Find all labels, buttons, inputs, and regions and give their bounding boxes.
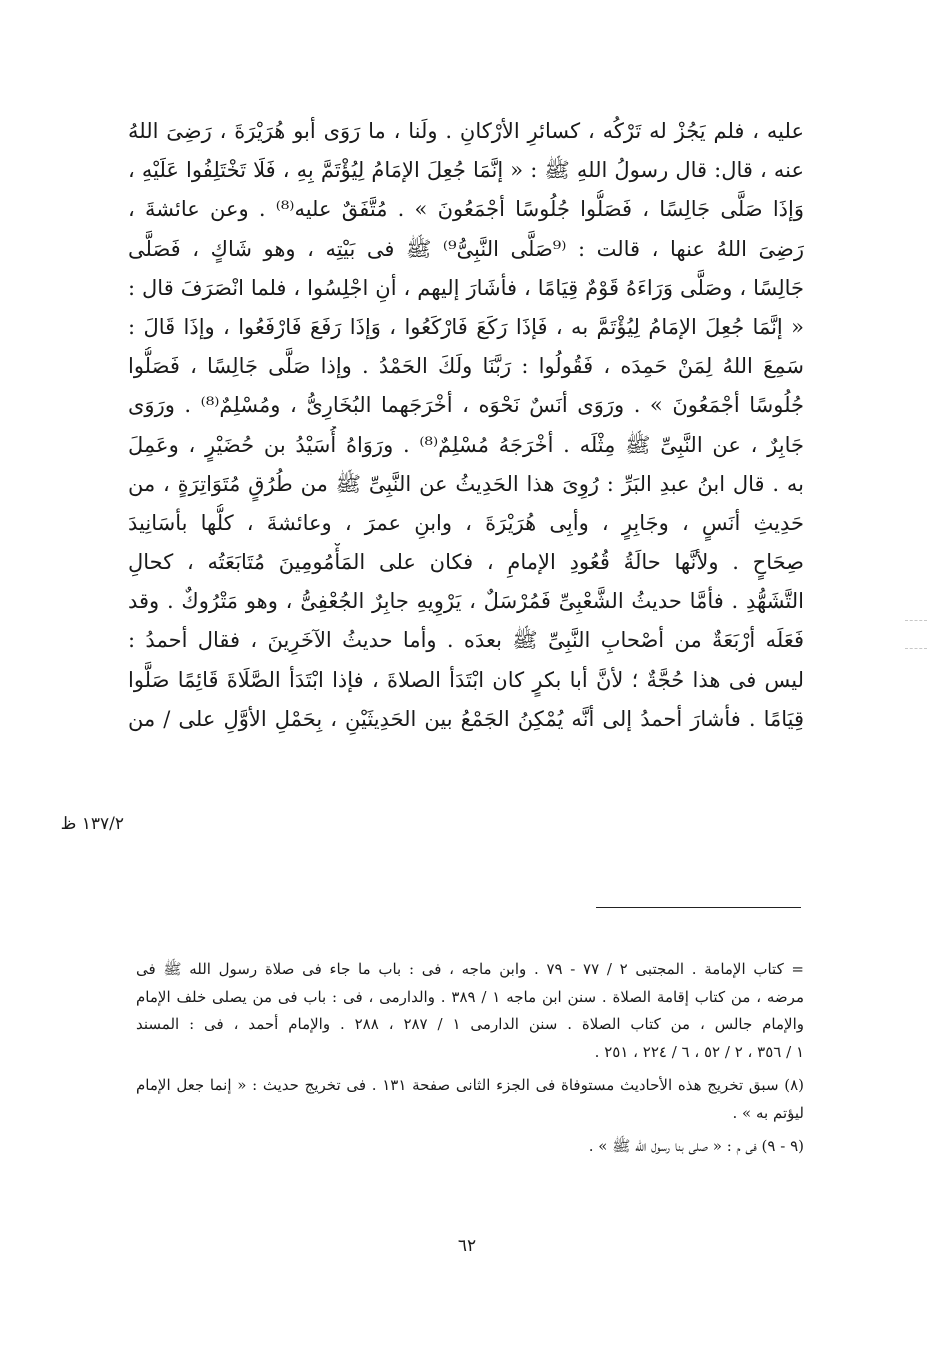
main-text-line: جَابِرٌ ، عن النَّبِىِّ ﷺ مِثْلَه . أخْرَجَهُ مُسْلِمٌ⁽⁸⁾ . ورَوَاهُ أُسَيْدُ بن حُضَيْرٍ ، وعَمِلَ [128,432,804,457]
scan-edge-mark [905,648,927,649]
main-text-line: عليه ، فلم يَجُزْ له تَرْكُه ، كسائرِ الأرْكانِ . ولَنا ، ما رَوَى أبو هُرَيْرَةَ ، رَضِىَ اللهُ [128,119,804,143]
footnote-line: = كتاب الإمامة . المجتبى ٢ / ٧٧ - ٧٩ . وابن ماجه ، فى : باب ما جاء فى صلاة رسول الله ﷺ فى [136,960,804,978]
main-text-line: « إنَّمَا جُعِلَ الإمَامُ لِيُؤْتَمَّ به ، فَإذَا رَكَعَ فَارْكَعُوا ، وَإذَا رَفَعَ فَارْفَعُوا ، وإذَا قَالَ : [128,314,804,339]
footnote-line: (٩ - ٩) فى م : « صلى بنا رسول الله ﷺ » . [588,1137,804,1155]
main-text-line: جُلُوسًا أجْمَعُونَ » . ورَوَى أنَسٌ نَحْوَه ، أخْرَجَهما البُخَارِىُّ ، ومُسْلِمٌ⁽⁸⁾ . ورَوَى [128,393,804,418]
main-text-line: قِيَامًا . فأشارَ أحمدُ إلى أنَّه يُمْكِنُ الجَمْعُ بين الحَدِيثَيْنِ ، بِحَمْلِ الأوَّلِ على / من [128,706,804,731]
main-text-line: به . قال ابنُ عبدِ البَرِّ : رُوِىَ هذا الحَدِيثُ عن النَّبِىِّ ﷺ من طُرُقٍ مُتَوَاتِرَةٍ ، من [128,471,804,496]
main-text-line: رَضِىَ اللهُ عنها ، قالت : ⁽⁹صَلَّى النَّبِىُّ⁹⁾ ﷺ فى بَيْتِه ، وهو شَاكٍ ، فَصَلَّى [128,236,804,261]
main-text-line: جَالِسًا ، وصَلَّى وَرَاءَهُ قَوْمٌ قِيَامًا ، فأشَارَ إليهم ، أنِ اجْلِسُوا ، فلما انْصَرَفَ قال : [128,275,804,300]
footnote-line: والإمام جالس ، من كتاب الصلاة . سنن الدارمى ١ / ٢٨٧ ، ٢٨٨ . والإمام أحمد ، فى : المسند [136,1015,804,1033]
footnotes-block [136,956,804,1167]
footnote-line: ١ / ٣٥٦ ، ٢ / ٥٢ ، ٦ / ٢٢٤ ، ٢٥١ . [594,1042,804,1061]
scan-edge-mark [905,620,927,621]
footnote-continuation [136,956,804,1066]
main-text-line: فَعَلَه أرْبَعَةٌ من أصْحابِ النَّبِىِّ ﷺ بعدَه . وأما حديثُ الآخَرِينَ ، فقال أحمدُ : [128,628,804,653]
main-text-line: التَّشَهُّدِ . فأمَّا حديثُ الشَّعْبِىِّ فَمُرْسَلٌ ، يَرْوِيهِ جابِرٌ الجُعْفِىُّ ، وهو مَتْرُوكٌ . وقد [128,589,804,614]
footnote-line: ليؤتم به » . [732,1103,804,1122]
main-text-block [128,112,804,739]
footnote-line: (٨) سبق تخريج هذه الأحاديث مستوفاة فى الجزء الثانى صفحة ١٣١ . فى تخريج حديث : « إنما جعل الإمام [136,1076,804,1094]
footnote-separator [596,907,801,908]
main-text-line: عنه ، قال: قال رسولُ اللهِ ﷺ : « إنَّمَا جُعِلَ الإمَامُ لِيُؤْتَمَّ بِهِ ، فَلَا تَخْتَلِفُوا عَلَيْهِ ، [128,158,804,183]
main-text-line: وَإذَا صَلَّى جَالِسًا ، فَصَلُّوا جُلُوسًا أجْمَعُونَ » . مُتَّفَقٌ عليه⁽⁸⁾ . وعن عائشةَ ، [128,197,804,222]
main-text-line: صِحَاحٍ . ولأنَّها حالَةُ قُعُودِ الإمامِ ، فكان على المَأْمُومِينَ مُتَابَعَتُه ، كحالِ [128,550,804,575]
footnote-8 [136,1072,804,1127]
folio-margin-note: ١٣٧/٢ ظ [60,814,124,834]
page-number: ٦٢ [457,1236,477,1256]
main-text-line: سَمِعَ اللهُ لِمَنْ حَمِدَه ، فَقُولُوا : رَبَّنَا ولَكَ الحَمْدُ . وإذا صَلَّى جَالِسًا ، فَصَلُّوا [128,354,804,379]
main-text-line: ليس فى هذا حُجَّةٌ ؛ لأنَّ أبا بكرٍ كان ابْتَدَأ الصلاةَ ، فإذا ابْتَدَأ الصَّلَاةَ قَائِمًا صَلَّوا [128,667,804,692]
footnote-line: مرضه ، من كتاب إقامة الصلاة . سنن ابن ماجه ١ / ٣٨٩ . والدارمى ، فى : باب فى من يصلى خلف الإمام [136,987,804,1006]
footnote-9 [136,1133,804,1161]
main-text-line: حَدِيثِ أنَسٍ ، وجَابِرٍ ، وأبِى هُرَيْرَةَ ، وابنِ عمرَ ، وعائشةَ ، كلُّها بأسَانِيدَ [128,510,804,535]
